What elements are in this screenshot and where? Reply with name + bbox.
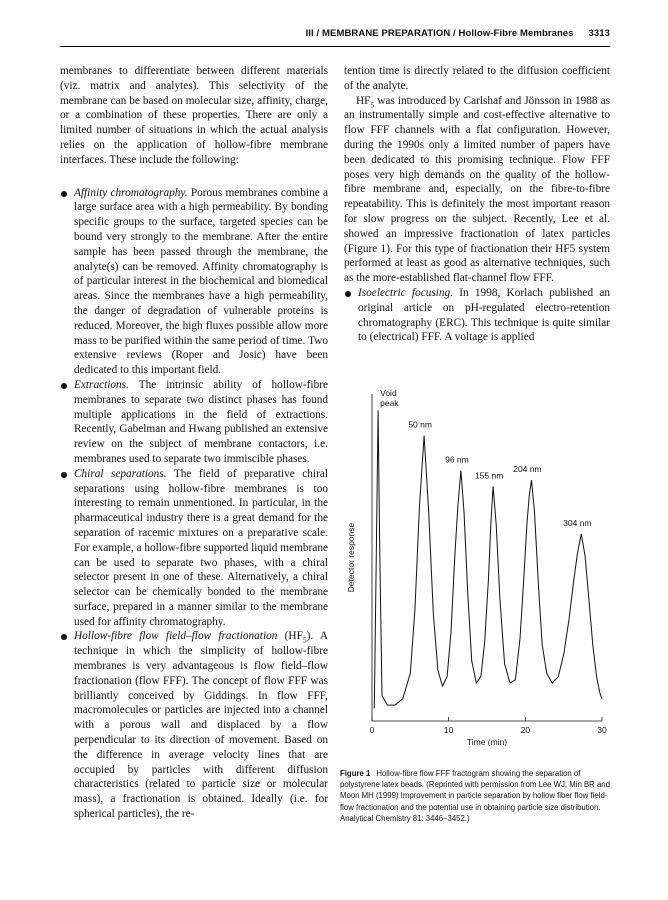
- text-hf5: A technique in which the simplicity of hollow-fibre membranes is very advantageous is flow field–flow fractionation (flow FFF). The concept of flow FFF was brilliantly conceived by Giddings. In flow FFF, macromolecules or particles are injected into a channel with a porous wall and displaced by a flow perpendicular to its direction of movement. Based on the difference in average velocity lines that are occupied by particles with different diffusion characteristics (related to particle size or molecular mass), a fractionation is obtained. Ideally (i.e. for spherical particles), the re-: [74, 630, 329, 821]
- bullet-icon: [345, 291, 351, 297]
- term-hf5-suffix: (HF: [277, 630, 303, 643]
- text-extractions: The intrinsic ability of hollow-fibre membranes to separate two distinct phases has found multiple applications in the field of extractions. Recently, Gabelman and Hwang published an extensive review on the subject of membrane contactors, i.e. membranes used to separate two immiscible phases.: [74, 378, 328, 465]
- page-number: 3313: [588, 28, 610, 39]
- technique-list-continued: [344, 286, 610, 345]
- text-chiral: The field of preparative chiral separations using hollow-fibre membranes is too interesting to remain unmentioned. In particular, in the pharmaceutical industry there is a great demand for the separation of racemic mixtures on a preparative scale. For example, a hollow-fibre supported liquid membrane can be used to separate two phases, with a chiral selector present in one of these. Alternatively, a chiral selector can be chemically bonded to the membrane surface, prepared in a manner similar to the membrane used for affinity chromatography.: [74, 467, 328, 628]
- x-tick-label: 20: [520, 725, 531, 735]
- term-isoelectric: Isoelectric focusing.: [358, 286, 454, 299]
- bullet-icon: [61, 383, 67, 389]
- x-tick-label: 0: [369, 725, 375, 735]
- bullet-icon: [61, 472, 67, 478]
- fractogram-trace: [374, 410, 602, 708]
- x-tick-label: 10: [443, 725, 454, 735]
- text-isoelectric: In 1998, Korlach published an original article on pH-regulated electro-retention chromatography (ERC). This technique is quite similar to (electrical) FFF. A voltage is applied: [358, 286, 610, 344]
- peak-label-void: Void: [380, 388, 397, 398]
- list-item-affinity: [60, 186, 328, 378]
- peak-label: 155 nm: [474, 470, 504, 481]
- caption-text: Hollow-fibre flow FFF fractogram showing the separation of polystyrene latex beads. (Reprinted with permission from Lee WJ, Min BR and Moon MH (1999) Improvement in particle separation by hollow fiber flow field-flow fractionation and the potential use in obtaining particle size distribution. Analytical Chemistry 81: 3446–3452.): [340, 769, 610, 823]
- figure-caption: [340, 768, 610, 824]
- technique-list: [60, 186, 328, 822]
- running-head: [60, 28, 610, 44]
- list-item-extractions: [60, 378, 328, 467]
- list-item-isoelectric: [344, 286, 610, 345]
- term-hf5: Hollow-fibre flow field–flow fractionation: [74, 630, 278, 643]
- fractogram-chart: [340, 386, 610, 746]
- intro-paragraph: membranes to differentiate between different materials (viz. matrix and analytes). This selectivity of the membrane can be based on molecular size, affinity, charge, or a combination of these properties. There are only a limited number of situations in which the actual analysis relies on the application of hollow-fibre membrane interfaces. These include the following:: [60, 65, 328, 166]
- list-item-chiral: [60, 467, 328, 630]
- x-axis-label: Time (min): [466, 737, 508, 746]
- peak-label: 50 nm: [408, 419, 432, 430]
- figure-label: Figure 1: [340, 769, 371, 778]
- term-affinity: Affinity chromatography.: [74, 186, 188, 199]
- term-extractions: Extractions.: [74, 378, 129, 391]
- peak-labels: [380, 388, 591, 528]
- header-rule: [60, 46, 610, 47]
- hf5-paragraph-text: was introduced by Carlshaf and Jönsson in 1988 as an instrumentally simple and cost-effective alternative to flow FFF channels with a flat configuration. However, during the 1990s only a limited number of papers have been dedicated to this promising technique. Flow FFF poses very high demands on the quality of the hollow-fibre membrane and, especially, on the fibre-to-fibre repeatability. This is definitely the most important reason for slow progress on the subject. Recently, Lee et al. showed an impressive fractionation of latex particles (Figure 1). For this type of fractionation their HF5 system performed at least as good as alternative techniques, such as the more-established flat-channel flow FFF.: [344, 94, 610, 285]
- left-column: [60, 64, 328, 822]
- hf5-paragraph: [344, 94, 610, 286]
- term-hf5-close: ).: [306, 630, 314, 643]
- list-item-hf5: [60, 629, 328, 821]
- text-affinity: Porous membranes combine a large surface area with a high permeability. By bonding specific groups to the surface, targeted species can be bound very strongly to the membrane. After the entire sample has been passed through the membrane, the analyte(s) can be removed. Affinity chromatography is of particular interest in the biochemical and biomedical areas. Since the membranes have a high permeability, the danger of degradation of vulnerable proteins is reduced. Moreover, the high fluxes possible allow more mass to be purified within the same period of time. Two extensive reviews (Roper and Josic) have been dedicated to this important field.: [74, 186, 329, 377]
- y-axis-label: Detector response: [346, 522, 356, 593]
- hf5-abbrev: HF: [356, 94, 371, 107]
- hf5-abbrev-sub: 5: [370, 99, 375, 109]
- peak-label-void: peak: [380, 398, 399, 408]
- peak-label: 304 nm: [563, 517, 592, 528]
- continuation-paragraph: tention time is directly related to the diffusion coefficient of the analyte.: [344, 65, 610, 92]
- x-ticks: [370, 717, 607, 735]
- right-column: [344, 64, 610, 345]
- term-chiral: Chiral separations.: [74, 467, 167, 480]
- figure-1: [340, 386, 610, 746]
- x-tick-label: 30: [597, 725, 607, 735]
- bullet-icon: [61, 191, 67, 197]
- running-title: III / MEMBRANE PREPARATION / Hollow-Fibre Membranes: [305, 28, 574, 39]
- peak-label: 204 nm: [513, 464, 542, 475]
- peak-label: 96 nm: [445, 454, 469, 465]
- term-hf5-sub: 5: [302, 635, 307, 645]
- bullet-icon: [61, 634, 67, 640]
